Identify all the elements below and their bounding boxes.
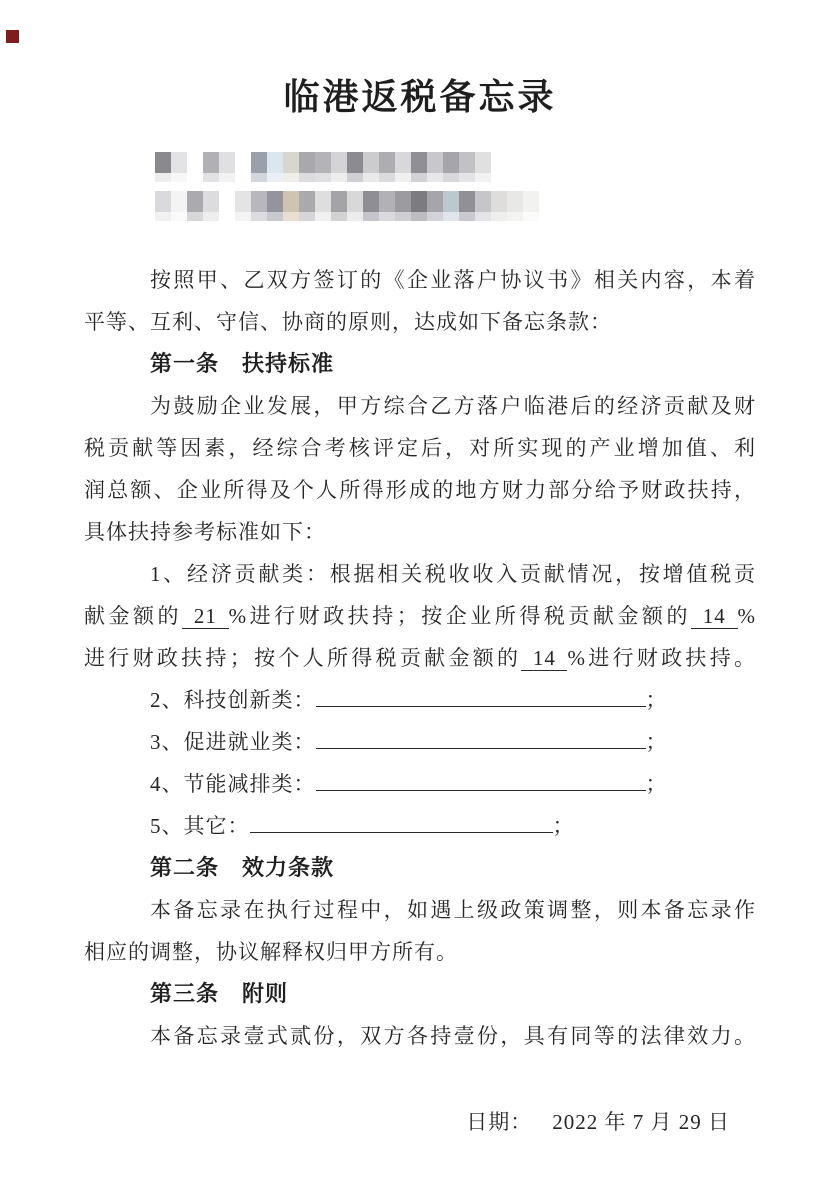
item1-l2-text-mid: %进行财政扶持；按企业所得税贡献金额的 xyxy=(228,604,691,628)
item4-blank-field xyxy=(316,766,646,791)
item2-tail: ； xyxy=(645,688,668,712)
item3-blank-field xyxy=(316,724,646,749)
item1-l3-text: 进行财政扶持；按个人所得税贡献金额的 xyxy=(84,646,522,670)
redacted-party-b xyxy=(155,191,756,221)
item1-line-2 xyxy=(84,595,756,637)
item2-blank-field xyxy=(316,682,646,707)
item3-label: 3、促进就业类： xyxy=(150,730,316,754)
article2-line-1: 本备忘录在执行过程中，如遇上级政策调整，则本备忘录作 xyxy=(150,898,756,922)
corp-tax-rebate-percent: 14 xyxy=(691,604,738,629)
item4-row xyxy=(84,763,756,805)
item1-line-3 xyxy=(84,637,756,679)
document-title: 临港返税备忘录 xyxy=(283,76,557,117)
date-value: 2022 年 7 月 29 日 xyxy=(552,1110,730,1134)
item1-line-1: 1、经济贡献类：根据相关税收收入贡献情况，按增值税贡 xyxy=(150,562,756,586)
article1-body-line-3: 润总额、企业所得及个人所得形成的地方财力部分给予财政扶持， xyxy=(84,478,756,502)
item1-l2-text: 献金额的 xyxy=(84,604,183,628)
item3-row xyxy=(84,721,756,763)
item2-row xyxy=(84,679,756,721)
item5-label: 5、其它： xyxy=(150,814,250,838)
item4-label: 4、节能减排类： xyxy=(150,772,316,796)
article1-body-line-2: 税贡献等因素，经综合考核评定后，对所实现的产业增加值、利 xyxy=(84,436,756,460)
corner-mark xyxy=(6,30,19,43)
article2-line-2: 相应的调整，协议解释权归甲方所有。 xyxy=(84,940,458,964)
item1-l2-text-end: % xyxy=(737,604,757,628)
article3-heading: 第三条 附则 xyxy=(150,981,289,1006)
document-content xyxy=(0,72,838,1143)
item2-label: 2、科技创新类： xyxy=(150,688,316,712)
item3-tail: ； xyxy=(645,730,668,754)
article1-heading: 第一条 扶持标准 xyxy=(150,351,335,376)
vat-rebate-percent: 21 xyxy=(182,604,229,629)
date-line xyxy=(84,1101,756,1143)
article1-body-line-1: 为鼓励企业发展，甲方综合乙方落户临港后的经济贡献及财 xyxy=(150,394,756,418)
item5-blank-field xyxy=(250,808,553,833)
date-label: 日期： xyxy=(466,1110,533,1134)
item5-row xyxy=(84,805,756,847)
redacted-party-a xyxy=(155,152,756,182)
article1-body-line-4: 具体扶持参考标准如下： xyxy=(84,520,326,544)
item4-tail: ； xyxy=(645,772,668,796)
intro-line-1: 按照甲、乙双方签订的《企业落户协议书》相关内容，本着 xyxy=(150,268,756,292)
intro-line-2: 平等、互利、守信、协商的原则，达成如下备忘条款： xyxy=(84,310,612,334)
document-body xyxy=(84,259,756,1143)
article3-line-1: 本备忘录壹式贰份，双方各持壹份，具有同等的法律效力。 xyxy=(150,1024,756,1048)
item5-tail: ； xyxy=(552,814,575,838)
personal-tax-rebate-percent: 14 xyxy=(521,646,567,671)
item1-l3-text-end: %进行财政扶持。 xyxy=(567,646,757,670)
article2-heading: 第二条 效力条款 xyxy=(150,855,335,880)
